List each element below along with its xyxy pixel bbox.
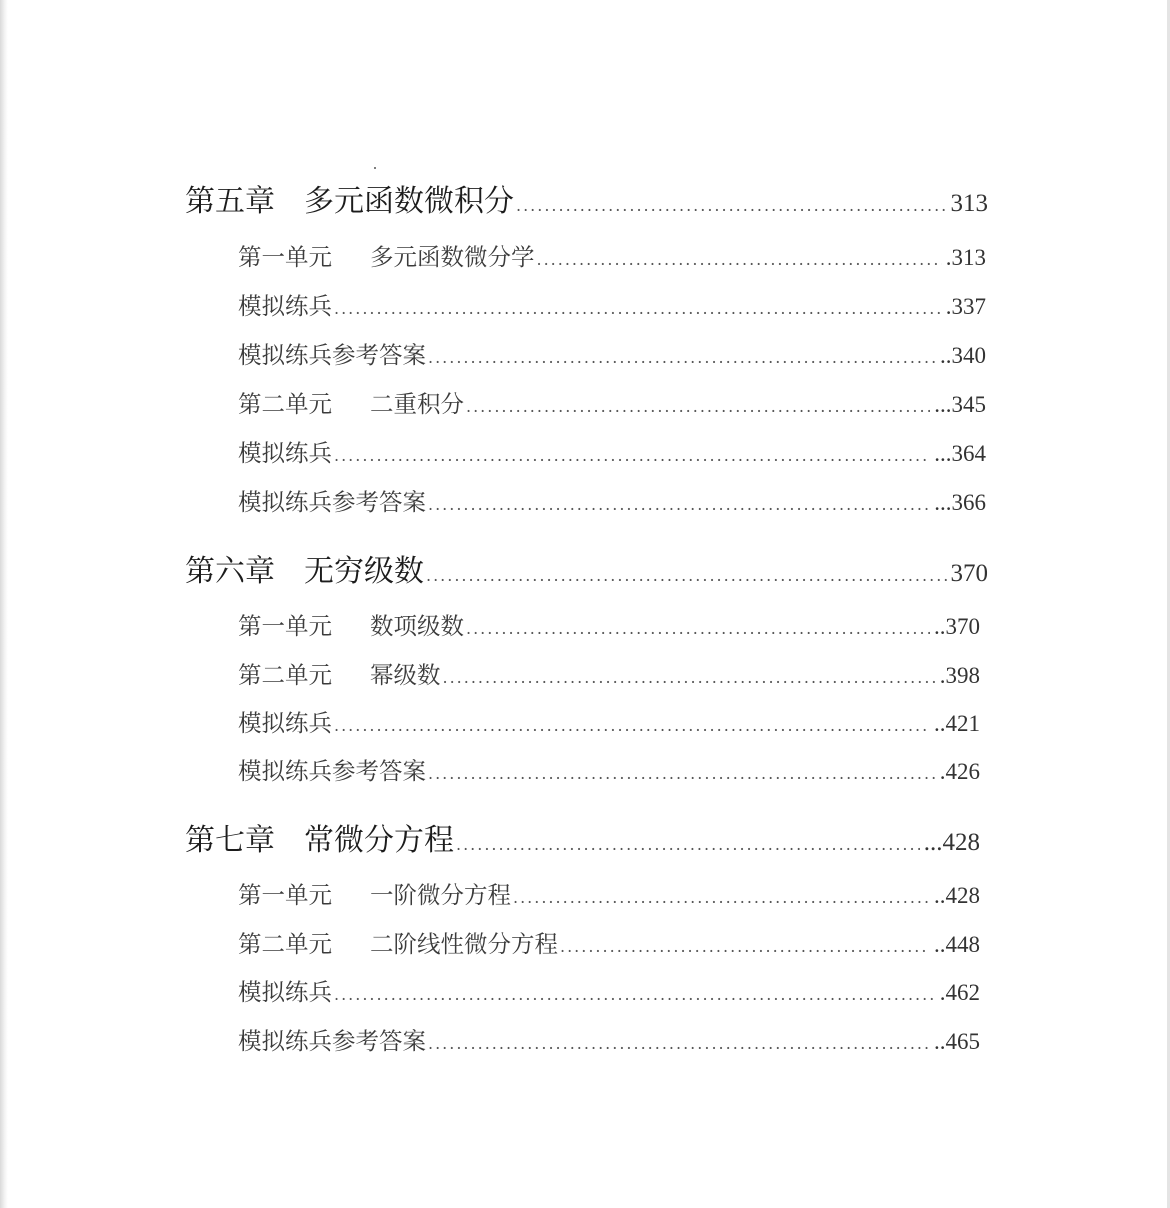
section-title	[238, 483, 426, 517]
section-name: 模拟练兵参考答案	[238, 341, 426, 369]
section-number: 第二单元	[238, 930, 332, 958]
page-left-edge	[0, 0, 8, 1208]
dot-leader	[428, 764, 936, 783]
dot-leader	[516, 196, 947, 215]
toc-section[interactable]	[238, 483, 986, 517]
section-page-number: .313	[945, 245, 986, 270]
section-number: 第二单元	[238, 390, 332, 418]
dot-leader	[560, 937, 930, 956]
section-page-number: ..448	[934, 932, 980, 957]
section-title	[238, 287, 332, 321]
section-number: 第一单元	[238, 243, 332, 271]
toc-chapter[interactable]	[185, 815, 980, 859]
dot-leader	[334, 985, 936, 1004]
section-number: 第一单元	[238, 881, 332, 909]
toc-section[interactable]	[238, 656, 980, 690]
toc-chapter[interactable]	[185, 176, 988, 220]
scan-speck	[374, 167, 376, 169]
section-name: 模拟练兵参考答案	[238, 1027, 426, 1055]
dot-leader	[428, 348, 936, 367]
section-page-number: ..370	[934, 614, 980, 639]
section-name: 模拟练兵参考答案	[238, 488, 426, 516]
section-page-number: .337	[945, 294, 986, 319]
section-title	[238, 973, 332, 1007]
dot-leader	[513, 888, 930, 907]
section-page-number: ...345	[934, 392, 986, 417]
toc-chapter[interactable]	[185, 546, 988, 590]
toc-section[interactable]	[238, 876, 980, 910]
chapter-name: 多元函数微积分	[304, 184, 514, 219]
section-name: 一阶微分方程	[370, 881, 511, 909]
section-title	[238, 704, 332, 738]
chapter-page-number: ...428	[923, 829, 980, 856]
section-name: 二阶线性微分方程	[370, 930, 558, 958]
chapter-title	[185, 546, 424, 590]
section-page-number: .462	[939, 980, 980, 1005]
toc-section[interactable]	[238, 434, 986, 468]
toc-section[interactable]	[238, 336, 986, 370]
toc-section[interactable]	[238, 607, 980, 641]
toc-section[interactable]	[238, 238, 986, 272]
section-name: 数项级数	[370, 612, 464, 640]
chapter-page-number: 370	[950, 560, 988, 587]
section-title	[238, 238, 535, 272]
dot-leader	[466, 397, 930, 416]
toc-section[interactable]	[238, 1022, 980, 1056]
section-title	[238, 1022, 426, 1056]
dot-leader	[334, 446, 930, 465]
section-page-number: .398	[939, 663, 980, 688]
dot-leader	[428, 495, 930, 514]
section-name: 模拟练兵	[238, 709, 332, 737]
dot-leader	[428, 1034, 930, 1053]
section-page-number: ..340	[940, 343, 986, 368]
section-name: 模拟练兵参考答案	[238, 757, 426, 785]
dot-leader	[443, 668, 936, 687]
section-title	[238, 385, 464, 419]
chapter-number: 第五章	[185, 184, 275, 219]
chapter-number: 第七章	[185, 823, 275, 858]
section-page-number: ..421	[934, 711, 980, 736]
section-number: 第二单元	[238, 661, 332, 689]
chapter-title	[185, 815, 454, 859]
chapter-page-number: 313	[950, 190, 988, 217]
section-page-number: ...364	[934, 441, 986, 466]
section-name: 幂级数	[370, 661, 441, 689]
section-page-number: ..465	[934, 1029, 980, 1054]
section-title	[238, 876, 511, 910]
section-name: 模拟练兵	[238, 978, 332, 1006]
section-title	[238, 434, 332, 468]
toc-section[interactable]	[238, 704, 980, 738]
section-name: 模拟练兵	[238, 439, 332, 467]
chapter-name: 无穷级数	[304, 554, 424, 589]
section-title	[238, 336, 426, 370]
chapter-title	[185, 176, 514, 220]
toc-section[interactable]	[238, 973, 980, 1007]
dot-leader	[334, 299, 942, 318]
section-page-number: ...366	[934, 490, 986, 515]
section-title	[238, 752, 426, 786]
section-title	[238, 656, 441, 690]
dot-leader	[537, 250, 942, 269]
chapter-number: 第六章	[185, 554, 275, 589]
dot-leader	[426, 566, 947, 585]
toc-section[interactable]	[238, 752, 980, 786]
section-number: 第一单元	[238, 612, 332, 640]
section-name: 模拟练兵	[238, 292, 332, 320]
section-page-number: .426	[939, 759, 980, 784]
dot-leader	[466, 619, 930, 638]
section-name: 多元函数微分学	[370, 243, 535, 271]
toc-section[interactable]	[238, 287, 986, 321]
toc-section[interactable]	[238, 925, 980, 959]
toc-section[interactable]	[238, 385, 986, 419]
section-title	[238, 925, 558, 959]
dot-leader	[334, 716, 930, 735]
section-page-number: ..428	[934, 883, 980, 908]
section-name: 二重积分	[370, 390, 464, 418]
chapter-name: 常微分方程	[304, 823, 454, 858]
section-title	[238, 607, 464, 641]
dot-leader	[456, 835, 920, 854]
